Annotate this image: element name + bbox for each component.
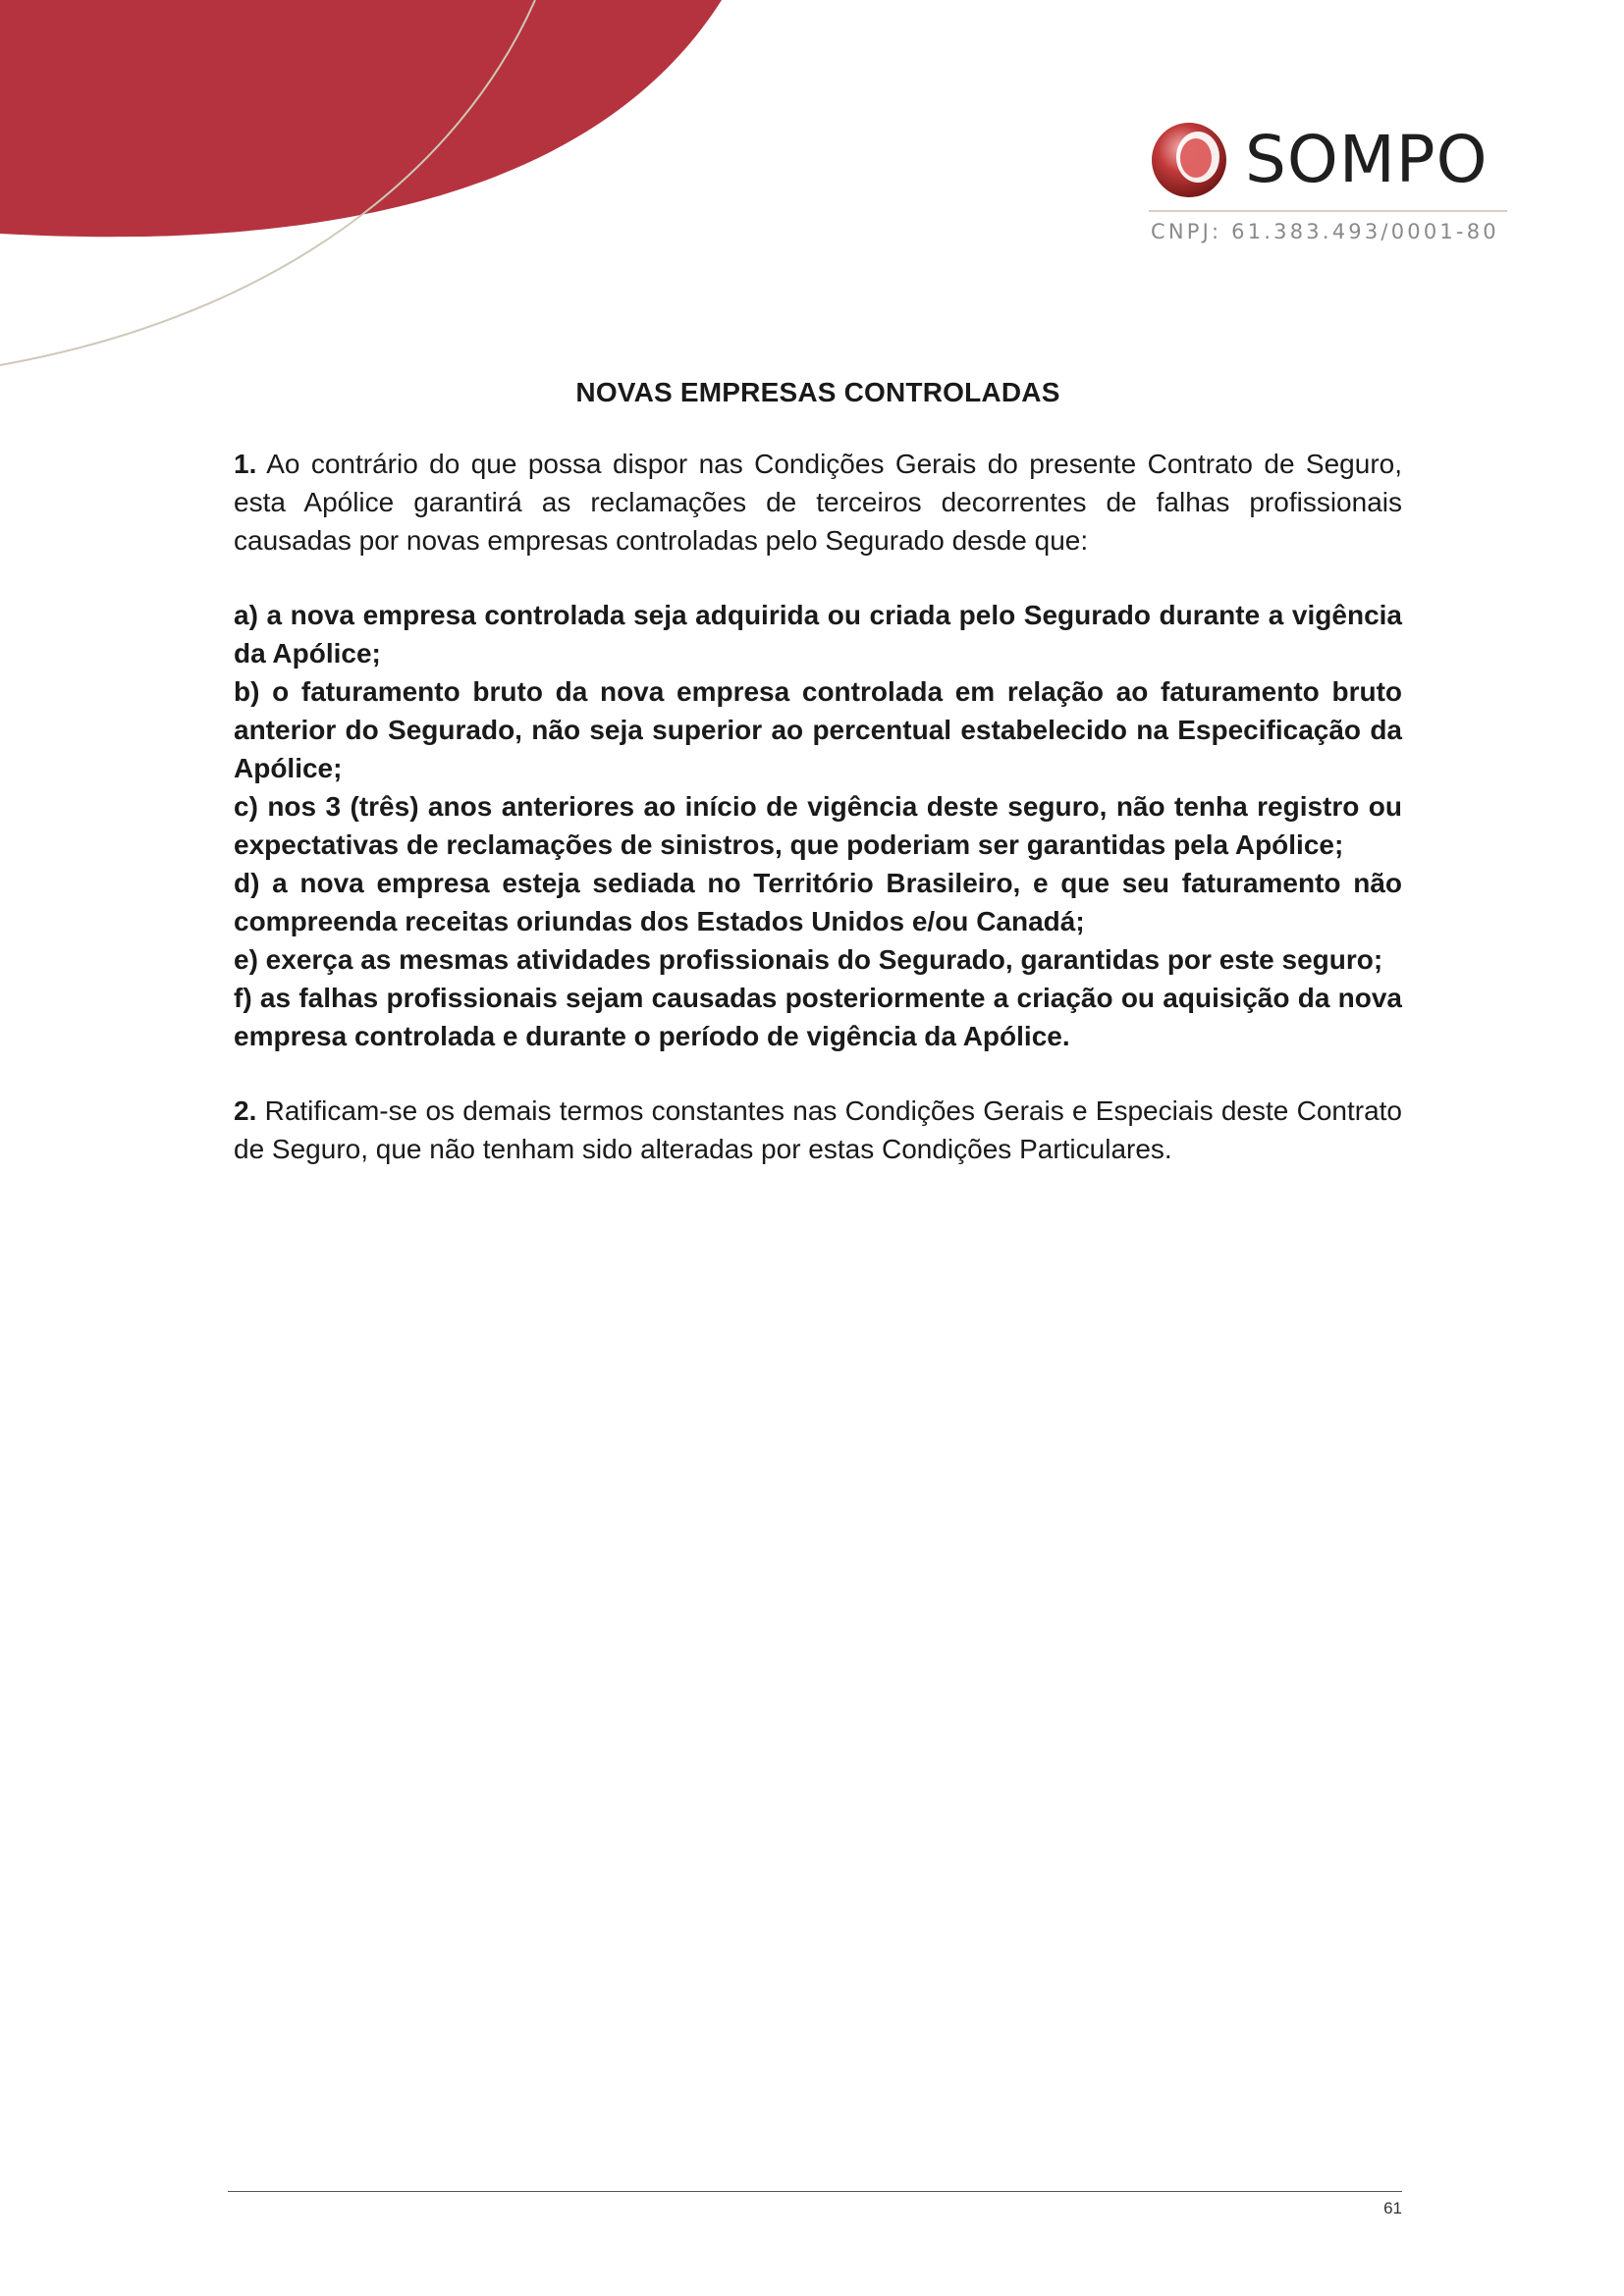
sompo-logo bbox=[1139, 116, 1512, 253]
document-title: NOVAS EMPRESAS CONTROLADAS bbox=[575, 377, 1060, 407]
paragraph-1-number: 1. bbox=[234, 449, 257, 479]
condition-d: d) a nova empresa esteja sediada no Território Brasileiro, e que seu faturamento não compreenda receitas oriundas dos Estados Unidos e/ou Canadá; bbox=[234, 868, 1402, 936]
paragraph-1-text: Ao contrário do que possa dispor nas Condições Gerais do presente Contrato de Seguro, esta Apólice garantirá as reclamações de terceiros decorrentes de falhas profissionais causadas por novas empresas controladas pelo Segurado desde que: bbox=[234, 449, 1402, 556]
paragraph-1 bbox=[234, 445, 1402, 560]
brand-name: SOMPO bbox=[1245, 122, 1489, 197]
conditions-list bbox=[234, 596, 1402, 1055]
footer-divider bbox=[228, 2191, 1402, 2192]
red-arc-shape bbox=[0, 0, 722, 237]
logo-sphere-icon bbox=[1149, 120, 1229, 200]
paragraph-2-text: Ratificam-se os demais termos constantes nas Condições Gerais e Especiais deste Contrato de Seguro, que não tenham sido alteradas por estas Condições Particulares. bbox=[234, 1095, 1402, 1164]
condition-b: b) o faturamento bruto da nova empresa controlada em relação ao faturamento bruto anterior do Segurado, não seja superior ao percentual estabelecido na Especificação da Apólice; bbox=[234, 676, 1402, 783]
condition-c: c) nos 3 (três) anos anteriores ao início de vigência deste seguro, não tenha registro ou expectativas de reclamações de sinistros, que poderiam ser garantidas pela Apólice; bbox=[234, 791, 1402, 860]
paragraph-2-number: 2. bbox=[234, 1095, 257, 1126]
condition-a: a) a nova empresa controlada seja adquirida ou criada pelo Segurado durante a vigência da Apólice; bbox=[234, 600, 1402, 668]
page-number: 61 bbox=[1383, 2199, 1402, 2217]
cnpj-text: CNPJ: 61.383.493/0001-80 bbox=[1151, 220, 1499, 243]
document-body bbox=[234, 373, 1402, 1168]
paragraph-2 bbox=[234, 1092, 1402, 1168]
logo-divider bbox=[1149, 210, 1507, 212]
condition-f: f) as falhas profissionais sejam causadas posteriormente a criação ou aquisição da nova empresa controlada e durante o período de vigência da Apólice. bbox=[234, 983, 1402, 1051]
condition-e: e) exerça as mesmas atividades profissionais do Segurado, garantidas por este seguro; bbox=[234, 944, 1383, 975]
